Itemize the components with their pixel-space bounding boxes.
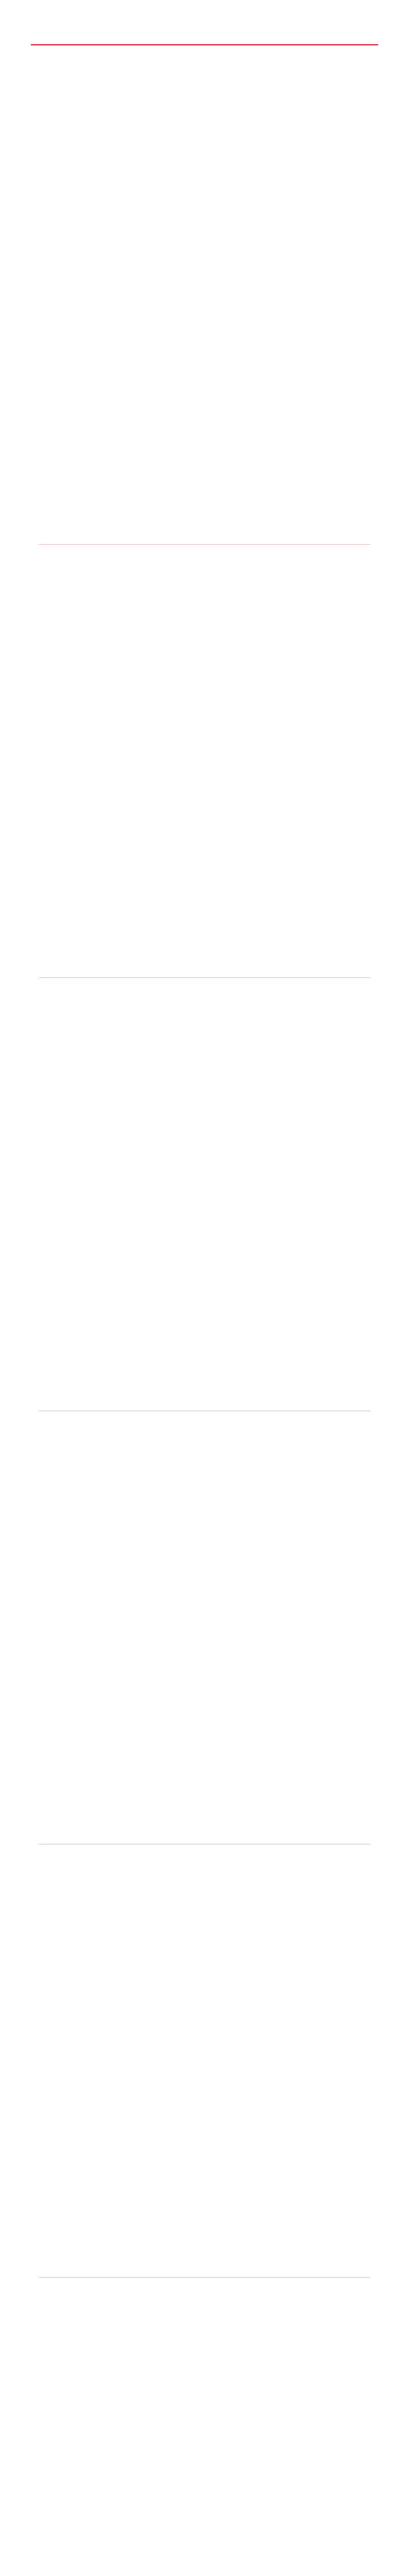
page-text [39,1427,370,1818]
page-section [0,993,409,1411]
page-separator [39,532,370,545]
page-text [39,2293,370,2576]
page-separator [39,1398,370,1411]
document-title [0,45,409,127]
page-separator [39,2265,370,2278]
page-separator [39,965,370,978]
page-text [39,993,370,1385]
document-number [46,31,363,40]
title-line-2 [36,81,373,99]
page-break-line [39,2277,370,2278]
page-break-line [39,977,370,978]
page-text [39,560,370,952]
page-text [39,127,370,518]
title-line-3 [36,99,373,116]
page-text [39,1860,370,2251]
page-section [0,2293,409,2576]
page-section [0,560,409,978]
document-pages [0,127,409,2576]
page-section [0,127,409,545]
masthead [0,0,409,40]
title-line-1 [36,64,373,81]
page-break-line [39,544,370,545]
page-section [0,1860,409,2278]
page-separator [39,1832,370,1844]
page-section [0,1427,409,1844]
